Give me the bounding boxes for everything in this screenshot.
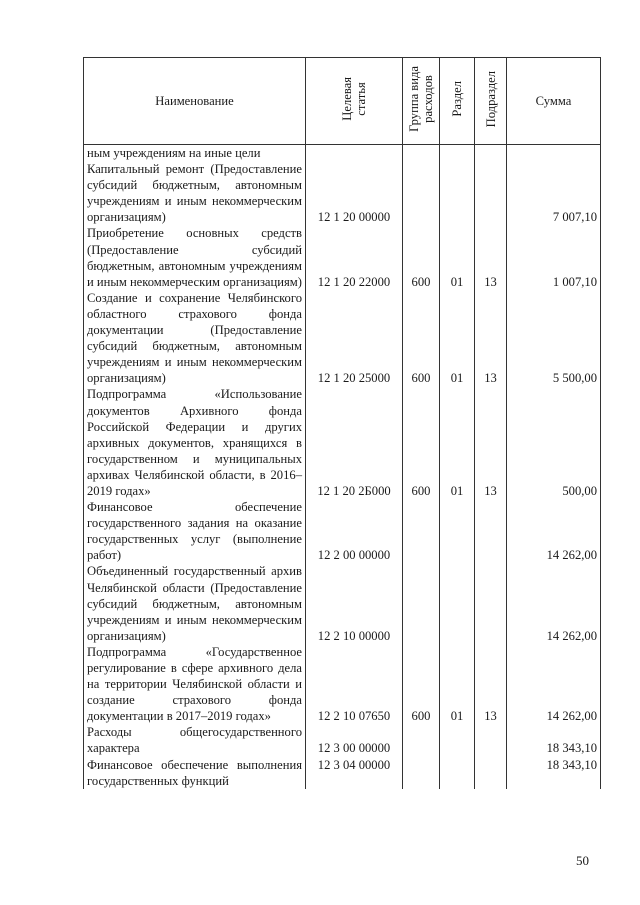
row-section: [440, 499, 475, 563]
row-name: Капитальный ремонт (Предоставление субсидий бюджетным, автономным учреждениям и иным некоммерческим организациям): [84, 161, 306, 225]
row-target-code: 12 2 10 00000: [306, 563, 403, 643]
row-name: Приобретение основных средств (Предоставление субсидий бюджетным, автономным учреждениям и иным некоммерческим организациям): [84, 225, 306, 289]
row-subsection: 13: [475, 386, 507, 499]
row-target-code: 12 1 20 25000: [306, 290, 403, 387]
row-target-code: 12 2 10 07650: [306, 644, 403, 724]
row-subsection: [475, 145, 507, 162]
row-name: Финансовое обеспечение выполнения государственных функций: [84, 757, 306, 789]
row-name: ным учреждениям на иные цели: [84, 145, 306, 162]
table-row: [84, 290, 601, 387]
table-header-row: [84, 58, 601, 145]
row-name: Расходы общегосударственного характера: [84, 724, 306, 756]
row-sum: 14 262,00: [507, 563, 601, 643]
table-row: [84, 563, 601, 643]
header-section: [440, 58, 475, 145]
row-subsection: [475, 757, 507, 789]
row-sum: 18 343,10: [507, 757, 601, 789]
row-sum: 1 007,10: [507, 225, 601, 289]
row-name: Создание и сохранение Челябинского областного страхового фонда документации (Предоставление субсидий бюджетным, автономным учреждениям и иным некоммерческим организациям): [84, 290, 306, 387]
table-row: [84, 161, 601, 225]
row-group: [403, 757, 440, 789]
row-name: Подпрограмма «Государственное регулирование в сфере архивного дела на территории Челябинской области и создание страхового фонда документации в 2017–2019 годах»: [84, 644, 306, 724]
row-section: 01: [440, 225, 475, 289]
row-group: 600: [403, 644, 440, 724]
row-section: 01: [440, 290, 475, 387]
row-target-code: 12 1 20 22000: [306, 225, 403, 289]
row-sum: 18 343,10: [507, 724, 601, 756]
header-name: Наименование: [84, 58, 306, 145]
budget-table: [83, 57, 601, 789]
row-sum: [507, 145, 601, 162]
row-subsection: [475, 563, 507, 643]
header-section-label: Раздел: [450, 81, 464, 117]
row-subsection: [475, 724, 507, 756]
header-subsection: [475, 58, 507, 145]
row-target-code: 12 1 20 2Б000: [306, 386, 403, 499]
table-row: [84, 757, 601, 789]
row-group: 600: [403, 225, 440, 289]
row-sum: 14 262,00: [507, 644, 601, 724]
row-name: Объединенный государственный архив Челябинской области (Предоставление субсидий бюджетным, автономным учреждениям и иным некоммерческим организациям): [84, 563, 306, 643]
row-target-code: [306, 145, 403, 162]
row-target-code: 12 1 20 00000: [306, 161, 403, 225]
header-group-label: Группа вида расходов: [407, 66, 435, 132]
row-section: [440, 724, 475, 756]
row-section: 01: [440, 644, 475, 724]
row-sum: 500,00: [507, 386, 601, 499]
row-subsection: 13: [475, 644, 507, 724]
table-row: [84, 145, 601, 162]
header-subsection-label: Подраздел: [483, 70, 498, 128]
row-section: [440, 161, 475, 225]
row-group: [403, 724, 440, 756]
row-target-code: 12 3 00 00000: [306, 724, 403, 756]
row-group: 600: [403, 290, 440, 387]
table-row: [84, 724, 601, 756]
row-group: [403, 499, 440, 563]
row-sum: 7 007,10: [507, 161, 601, 225]
table-row: [84, 644, 601, 724]
row-section: [440, 757, 475, 789]
header-sum: Сумма: [507, 58, 601, 145]
row-name: Подпрограмма «Использование документов Архивного фонда Российской Федерации и других архивных документов, хранящихся в государственном и муниципальных архивах Челябинской области, в 2016–2019 годах»: [84, 386, 306, 499]
row-target-code: 12 3 04 00000: [306, 757, 403, 789]
row-subsection: 13: [475, 290, 507, 387]
row-sum: 5 500,00: [507, 290, 601, 387]
row-group: [403, 563, 440, 643]
row-section: [440, 145, 475, 162]
row-subsection: [475, 161, 507, 225]
header-expense-group: [403, 58, 440, 145]
row-section: [440, 563, 475, 643]
row-sum: 14 262,00: [507, 499, 601, 563]
row-group: [403, 145, 440, 162]
row-name: Финансовое обеспечение государственного задания на оказание государственных услуг (выполнение работ): [84, 499, 306, 563]
table-row: [84, 225, 601, 289]
page-number: 50: [576, 853, 589, 868]
row-group: [403, 161, 440, 225]
row-subsection: 13: [475, 225, 507, 289]
row-section: 01: [440, 386, 475, 499]
table-row: [84, 386, 601, 499]
header-target-label: Целевая статья: [340, 77, 368, 121]
row-subsection: [475, 499, 507, 563]
row-group: 600: [403, 386, 440, 499]
row-target-code: 12 2 00 00000: [306, 499, 403, 563]
header-target-article: [306, 58, 403, 145]
table-row: [84, 499, 601, 563]
